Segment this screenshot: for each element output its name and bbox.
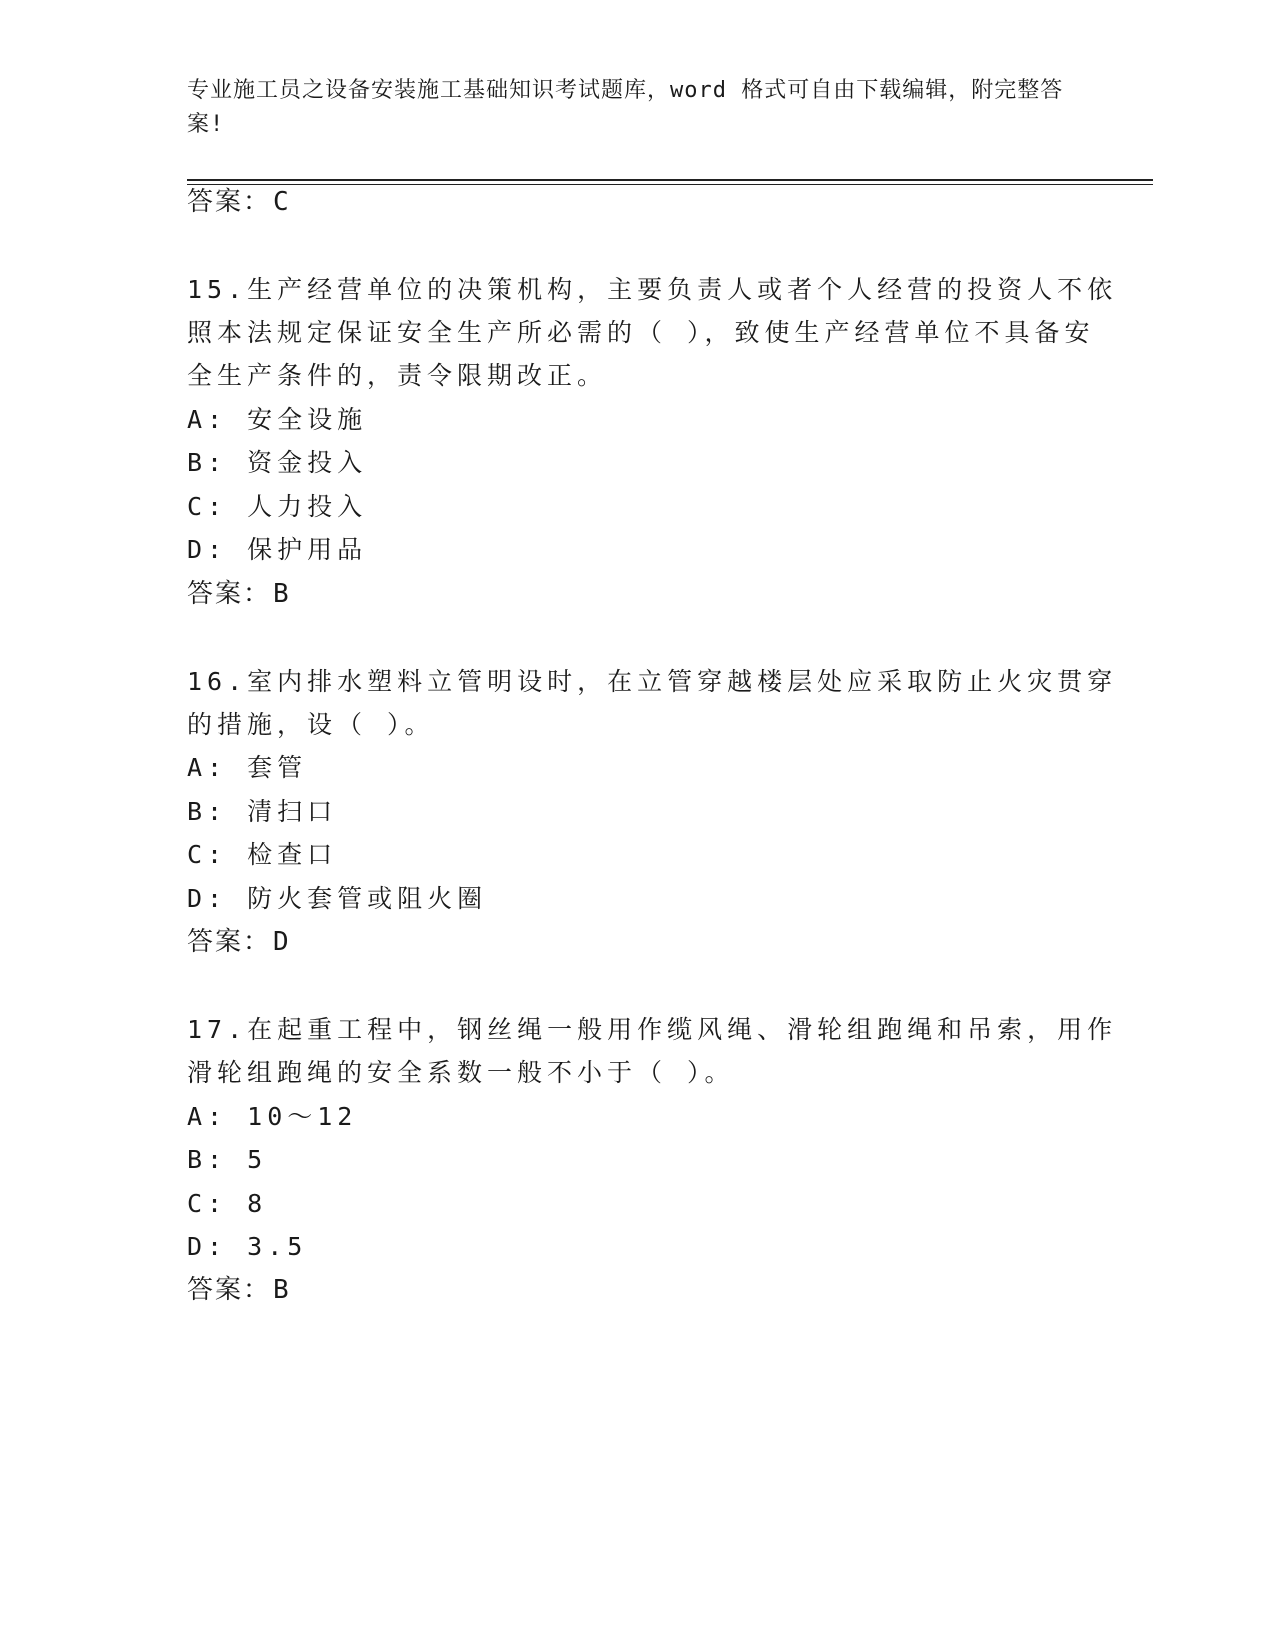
question-text-line: 16.室内排水塑料立管明设时，在立管穿越楼层处应采取防止火灾贯穿 bbox=[187, 667, 1118, 696]
option-b: B: 资金投入 bbox=[187, 448, 368, 477]
answer-value: C bbox=[273, 187, 291, 217]
answer-label: 答案： bbox=[187, 579, 272, 609]
answer-label: 答案： bbox=[187, 927, 272, 957]
answer-value: B bbox=[273, 1275, 291, 1305]
question-text-line: 17.在起重工程中，钢丝绳一般用作缆风绳、滑轮组跑绳和吊索，用作 bbox=[187, 1015, 1118, 1044]
question-text-line: 的措施，设（ ）。 bbox=[187, 710, 435, 739]
document-header: 专业施工员之设备安装施工基础知识考试题库，word 格式可自由下载编辑，附完整答案! bbox=[187, 78, 1064, 137]
option-d: D: 3.5 bbox=[187, 1232, 308, 1261]
question-text-line: 照本法规定保证安全生产所必需的（ ），致使生产经营单位不具备安 bbox=[187, 318, 1095, 347]
question-text-line: 滑轮组跑绳的安全系数一般不小于（ ）。 bbox=[187, 1058, 735, 1087]
answer-line bbox=[187, 577, 291, 611]
answer-value: B bbox=[273, 579, 291, 609]
option-c: C: 检查口 bbox=[187, 840, 338, 869]
option-a: A: 套管 bbox=[187, 753, 308, 782]
header-rule-thin bbox=[187, 184, 1153, 185]
question-text-line: 15.生产经营单位的决策机构，主要负责人或者个人经营的投资人不依 bbox=[187, 275, 1118, 304]
option-d: D: 防火套管或阻火圈 bbox=[187, 884, 488, 913]
answer-line bbox=[187, 1273, 291, 1307]
question-text-line: 全生产条件的，责令限期改正。 bbox=[187, 361, 608, 390]
option-b: B: 清扫口 bbox=[187, 797, 338, 826]
option-a: A: 安全设施 bbox=[187, 405, 368, 434]
answer-line bbox=[187, 185, 291, 219]
option-c: C: 8 bbox=[187, 1189, 268, 1218]
option-d: D: 保护用品 bbox=[187, 535, 368, 564]
option-a: A: 10～12 bbox=[187, 1102, 358, 1131]
option-c: C: 人力投入 bbox=[187, 492, 368, 521]
answer-value: D bbox=[273, 927, 291, 957]
option-b: B: 5 bbox=[187, 1145, 268, 1174]
answer-line bbox=[187, 925, 291, 959]
answer-label: 答案： bbox=[187, 187, 272, 217]
answer-label: 答案： bbox=[187, 1275, 272, 1305]
header-rule-thick bbox=[187, 179, 1153, 181]
